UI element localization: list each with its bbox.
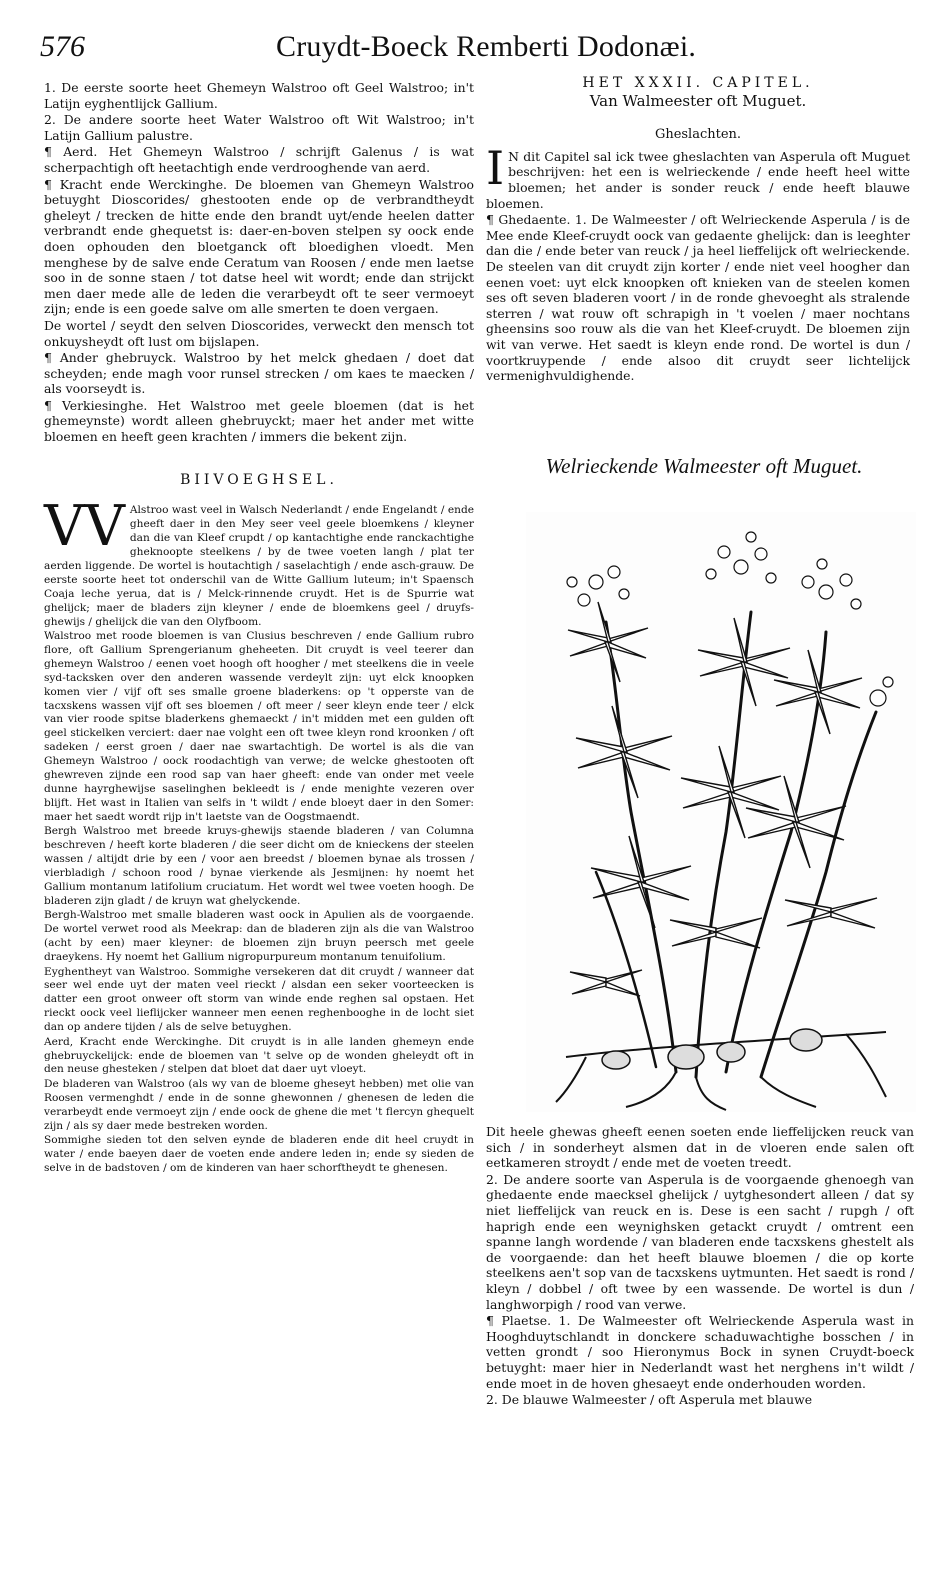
paragraph: Walstroo met roode bloemen is van Clusius beschreven / ende Gallium rubro flore, oft Gallium Sprengerianum gheheeten. Dit cruydt is veel teerer dan ghemeyn Walstroo / eenen voet hoogh oft hoogher / met steelkens die in veele syd-tacksken over den anderen wassende verdeylt zijn: uyt elck knoopken komen vier / vijf oft ses smalle groene bladerkens: op 't opperste van de tacxskens wassen vijf oft ses bloemen / oft meer / seer kleyn ende teer / elck van vier roode spitse bladerkens ghemaeckt / in't midden met een gulden oft geel stickelken verciert: daer nae volght een oft twee kleyn rond kroonken / oft sadeken / eerst groen / daer nae swartachtigh. De wortel is als die van Ghemeyn Walstroo / oock roodachtigh van verwe; de welcke ghestooten oft ghewreven zijnde een rood sap van haer gheeft: ende van onder met veele dunne hayrghewijse saselinghen bekleedt is / ende menighte vezeren over blijft. Het wast in Italien van selfs in 't wildt / ende bloeyt daer in den Somer: maer het saedt wordt rijp in't laetste van de Oogstmaendt. [44, 630, 474, 823]
paragraph-dropcap [44, 494, 474, 629]
right-column-bottom [486, 1124, 914, 1409]
paragraph: Aerd, Kracht ende Werckinghe. Dit cruydt is in alle landen ghemeyn ende ghebruyckelijck: ende de bloemen van 't selve op de wonden gheleydt oft in den neuse ghesteken / stelpen dat bloet dat daer uyt vloeyt. [44, 1035, 474, 1076]
right-column-top [486, 76, 910, 385]
paragraph: ¶ Ghedaente. 1. De Walmeester / oft Welrieckende Asperula / is de Mee ende Kleef-cruydt oock van gedaente ghelijck: dan is leeghter dan die / ende beter van reuck / ja heel lieffelijck oft welrieckende. De steelen van dit cruydt zijn korter / ende niet veel hoogher dan eenen voet: uyt elck knoopken oft knieken van de steelen komen ses oft seven bladeren voort / in de ronde ghevoeght als stralende sterren / wat rouw oft schrapigh in 't voelen / maer nochtans gheensins soo rouw als die van het Kleef-cruydt. De bloemen zijn wit van verwe. Het saedt is kleyn ende rond. De wortel is dun / voortkruypende / ende alsoo dit cruydt seer lichtelijck vermenighvuldighende. [486, 212, 910, 384]
paragraph: ¶ Aerd. Het Ghemeyn Walstroo / schrijft Galenus / is wat scherpachtigh oft heetachtigh ende verdrooghende van aerd. [44, 144, 474, 175]
kinds-heading: Gheslachten. [654, 127, 742, 143]
woodruff-woodcut-illustration [526, 512, 916, 1112]
paragraph: ¶ Kracht ende Werckinghe. De bloemen van Ghemeyn Walstroo betuyght Dioscorides/ ghestooten ende op de verbrandtheydt gheleyt / trecken de hitte ende den brandt uyt/ende heelen datter verbrandt ende ghequetst is: daer-en-boven stelpen sy oock ende doen ophouden den bloetganck oft bloedighen vloedt. Men menghese by de salve ende Ceratum van Roosen / ende men laetse soo in de sonne staen / tot datse heel wit wordt; ende dan strijckt men daer mede alle de leden die verarbeydt oft te seer vermoeyt zijn; ende is een goede salve om alle smerten te doen vergaen. [44, 176, 474, 317]
paragraph-text: N dit Capitel sal ick twee gheslachten van Asperula oft Muguet beschrijven: het een is welrieckende / ende heeft heel witte bloemen; het ander is sonder reuck / ende heeft blauwe bloemen. [486, 148, 910, 211]
paragraph: Bergh-Walstroo met smalle bladeren wast oock in Apulien als de voorgaende. De wortel verwet rood als Meekrap: dan de bladeren zijn als die van Walstroo (acht by een) maer kleyner: de bloemen zijn bruyn peersch met geele draeykens. Hy noemt het Gallium nigropurpureum montanum tenuifolium. [44, 909, 474, 964]
paragraph: 2. De andere soorte heet Water Walstroo oft Wit Walstroo; in't Latijn Gallium palustre. [44, 112, 474, 143]
section-heading: BIIVOEGHSEL. [180, 471, 338, 488]
paragraph: De bladeren van Walstroo (als wy van de bloeme gheseyt hebben) met olie van Roosen vermenghdt / ende in de sonne ghewonnen / ghenesen de leden die verarbeydt ende vermoeyt zijn / ende oock de ghene die met 't flercyn ghequelt zijn / als sy daer mede bestreken worden. [44, 1077, 474, 1132]
drop-capital: I [486, 140, 505, 195]
running-title: Cruydt-Boeck Remberti Dodonæi. [276, 30, 697, 63]
paragraph: ¶ Verkiesinghe. Het Walstroo met geele bloemen (dat is het ghemeynste) wordt alleen ghebruyckt; maer het ander met witte bloemen en heeft geen krachten / immers die bekent zijn. [44, 397, 474, 445]
paragraph: Bergh Walstroo met breede kruys-ghewijs staende bladeren / van Columna beschreven / heeft korte bladeren / die seer dicht om de knieckens der steelen wassen / altijdt drie by een / voor aen breedst / bloemen bynae als trossen / vierbladigh / schoon rood / bynae vierkende als Jesmijnen: hy noemt het Gallium montanum latifolium cruciatum. Het wordt wel twee voeten hoogh. De bladeren zijn gladt / de kruyn wat ghelyckende. [44, 825, 474, 907]
paragraph: 2. De andere soorte van Asperula is de voorgaende ghenoegh van ghedaente ende maecksel ghelijck / uytghesondert alleen / dat sy niet lieffelijck van reuck en is. Dese is een sacht / rupgh / oft haprigh ende een weynighsken getackt cruydt / omtrent een spanne langh wordende / van bladeren ende tacxskens ghestelt als de voorgaende: dan het heeft blauwe bloemen / die op korte steelkens aen't sop van de tacxskens uytmunten. Het saedt is rond / kleyn / dobbel / oft twee by een wassende. De wortel is dun / langhworpigh / rood van verwe. [486, 1171, 914, 1312]
page-number: 576 [40, 30, 85, 63]
paragraph-text: Alstroo wast veel in Walsch Nederlandt / ende Engelandt / ende gheeft daer in den Mey seer veel geele bloemkens / kleyner dan die van Kleef crupdt / op kantachtighe ende ranckachtighe gheknoopte steelkens / by de twee voeten langh / plat ter aerden liggende. De wortel is houtachtigh / saselachtigh / ende asch-grauw. De eerste soorte heet tot onderschil van de Witte Gallium luteum; in't Spaensch Coaja leche yerua, dat is / Melck-rinnende cruydt. Het is de Spurrie wat ghelijck; maer de bladers zijn kleyner / ende de bloemkens geel / druyfs-ghewijs / ghelijck die van den Olyfboom. [44, 504, 474, 628]
paragraph: ¶ Ander ghebruyck. Walstroo by het melck ghedaen / doet dat scheyden; ende magh voor runsel strecken / om kaes te maecken / als voorseydt is. [44, 350, 474, 397]
chapter-title: HET XXXII. CAPITEL. [582, 75, 814, 91]
chapter-subtitle: Van Walmeester oft Muguet. [589, 91, 807, 110]
left-column [44, 80, 474, 1177]
paragraph-dropcap [486, 140, 910, 211]
paragraph: ¶ Plaetse. 1. De Walmeester oft Welrieckende Asperula wast in Hooghduytschlandt in donckere schaduwachtighe bosschen / in vetten grondt / soo Hieronymus Bock in synen Cruydt-boeck betuyght: maer hier in Nederlandt wast het nerghens in't wildt / ende moet in de hoven ghesaeyt ende onderhouden worden. [486, 1313, 914, 1391]
paragraph: Eyghentheyt van Walstroo. Sommighe versekeren dat dit cruydt / wanneer dat seer wel ende uyt der maten veel rieckt / alsdan een seker voorteecken is datter een groot onweer oft storm van winde ende reghen sal opstaen. Het rieckt oock veel lieflijcker wanneer men eenen reghenbooghe in de locht siet dan op andere tijden / als de selve betuyghen. [44, 965, 474, 1034]
paragraph: 2. De blauwe Walmeester / oft Asperula met blauwe [486, 1392, 813, 1408]
paragraph: 1. De eerste soorte heet Ghemeyn Walstroo oft Geel Walstroo; in't Latijn eyghentlijck Gallium. [44, 80, 474, 111]
figure-caption: Welrieckende Walmeester oft Muguet. [545, 454, 863, 478]
paragraph: Sommighe sieden tot den selven eynde de bladeren ende dit heel cruydt in water / ende baeyen daer de voeten ende andere leden in; ende sy sieden de selve in de badstoven / om de kinderen van haer schorftheydt te ghenesen. [44, 1134, 474, 1174]
drop-capital: VV [44, 494, 125, 560]
paragraph: De wortel / seydt den selven Dioscorides, verweckt den mensch tot onkuysheydt oft lust om bijslapen. [44, 317, 474, 349]
paragraph: Dit heele ghewas gheeft eenen soeten ende lieffelijcken reuck van sich / in sonderheyt alsmen dat in de vloeren ende salen oft eetkameren stroydt / ende met de voeten treedt. [486, 1124, 914, 1171]
